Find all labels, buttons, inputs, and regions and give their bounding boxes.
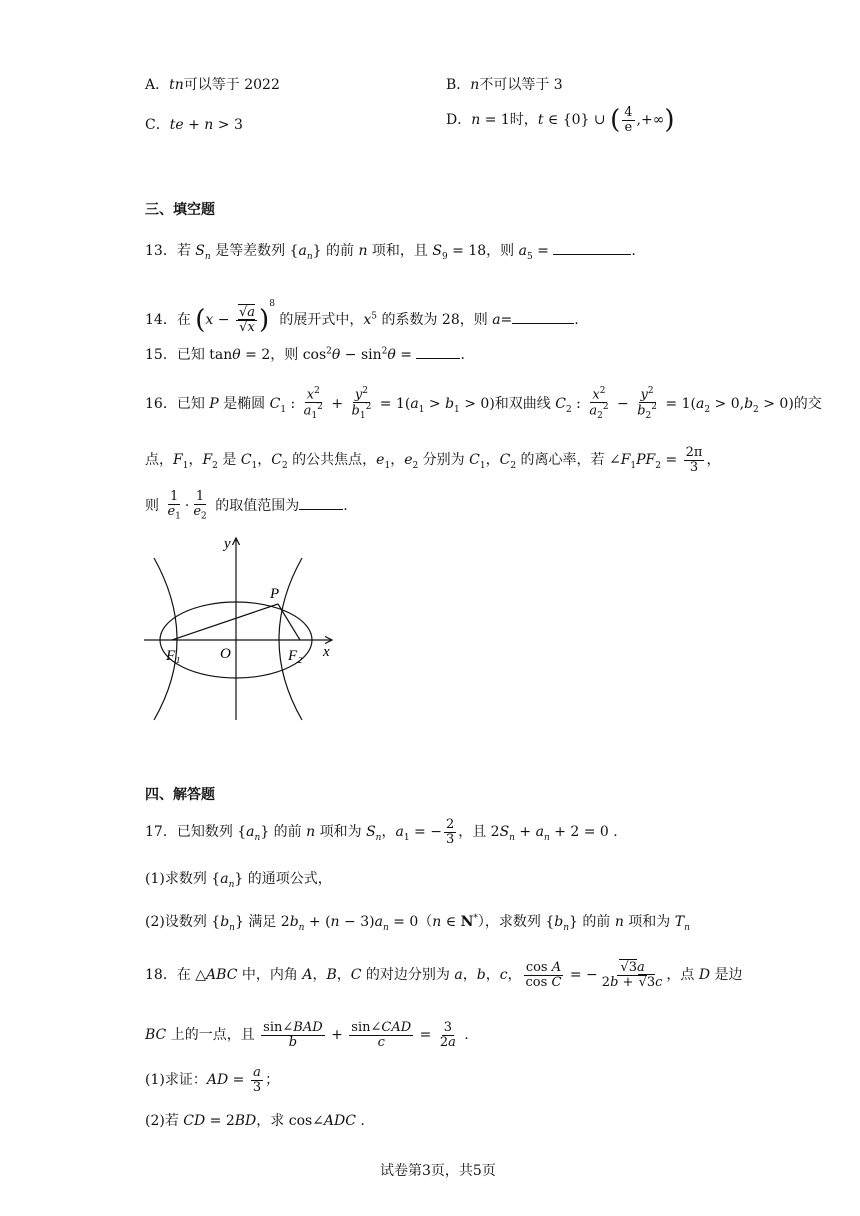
label-f2: F₂: [288, 648, 303, 664]
question-15: 15．已知 tanθ = 2，则 $\cos^2\theta - \sin^2\theta$ = .: [145, 346, 465, 363]
segment-p-f2: [278, 604, 300, 640]
question-18-part1: (1)求证：AD = $\frac{a}{3}$ ；: [145, 1064, 280, 1095]
label-p: P: [270, 586, 280, 602]
question-18-line2: BC 上的一点，且 $\frac{\text{sin∠BAD}}{b}$ + $\frac{\text{sin∠CAD}}{c}$ = $\frac{3}{2a}$ .: [145, 1019, 469, 1050]
question-18-part2: (2)若 CD = 2BD，求 cos∠ADC .: [145, 1113, 365, 1129]
question-18-line1: 18．在 △ABC 中，内角 A，B，C 的对边分别为 a，b，c， $\frac{\text{cos A}}{\text{cos C}}$ = − $\frac{√3a}{2b + √3c}$ ，点 D 是边: [145, 959, 743, 990]
question-17-part2: (2)设数列 $\{b_n\}$ 满足 $2b_n + (n - 3)a_n = 0(n$ ∈ N*），求数列 $\{b_n\}$ 的前 n 项和为 $T_n$: [145, 913, 690, 933]
option-b: B．n不可以等于 3: [446, 77, 563, 93]
question-16-line3: 则 $\frac{1}{e_1}$ · $\frac{1}{e_2}$ 的取值范围为 .: [145, 489, 348, 522]
page-footer: 试卷第3页，共5页: [380, 1163, 496, 1179]
section-fill-blank: 三、填空题: [145, 202, 215, 218]
option-c: C．te + n > 3: [145, 117, 243, 133]
question-17: 17．已知数列 $\{a_n\}$ 的前 n 项和为 $S_n$，$a_1$ = − $\frac{2}{3}$ ，且 $2S_n + a_n + 2 = 0$ .: [145, 816, 618, 847]
label-f1: F₁: [166, 648, 181, 664]
hyperbola-right-branch: [279, 558, 302, 720]
label-x: x: [323, 644, 330, 660]
label-y: y: [224, 536, 231, 552]
option-d: D．n = 1时，t ∈ {0} ∪ ( $\frac{4}{e}$ ,+∞): [446, 104, 675, 135]
option-a: A．tn可以等于 2022: [145, 77, 280, 93]
segment-f1-p: [172, 604, 278, 640]
question-14: 14．在 (x − $\frac{√a}{√x}$ )$^8$ 的展开式中，$x^5$ 的系数为 28，则 a= .: [145, 299, 579, 335]
question-17-part1: (1)求数列 $\{a_n\}$ 的通项公式，: [145, 871, 332, 890]
question-13: 13．若 $S_n$ 是等差数列 $\{a_n\}$ 的前 n 项和，且 $S_9 = 18$，则 $a_5$ = .: [145, 243, 636, 262]
question-16-line2: 点，$F_1$，$F_2$ 是 $C_1$，$C_2$ 的公共焦点，$e_1$，$e_2$ 分别为 $C_1$，$C_2$ 的离心率，若 $\angle F_1PF_2$ = $\frac{2\pi}{3}$ ，: [145, 444, 721, 475]
label-o: O: [220, 646, 231, 662]
question-16-line1: 16．已知 P 是椭圆 $C_1$ : $\frac{x^2}{a_1^2}$ + $\frac{y^2}{b_1^2}$ = $1(a_1 > b_1 > 0)$和双曲线 $C_2$ : $\frac{x^2}{a_2^2}$ − $\frac{y^2}{b_2^2}$ = $1(a_2 > 0,b_2 > 0)$的交: [145, 385, 822, 421]
ellipse-hyperbola-figure: [140, 532, 345, 724]
section-answer: 四、解答题: [145, 787, 215, 803]
